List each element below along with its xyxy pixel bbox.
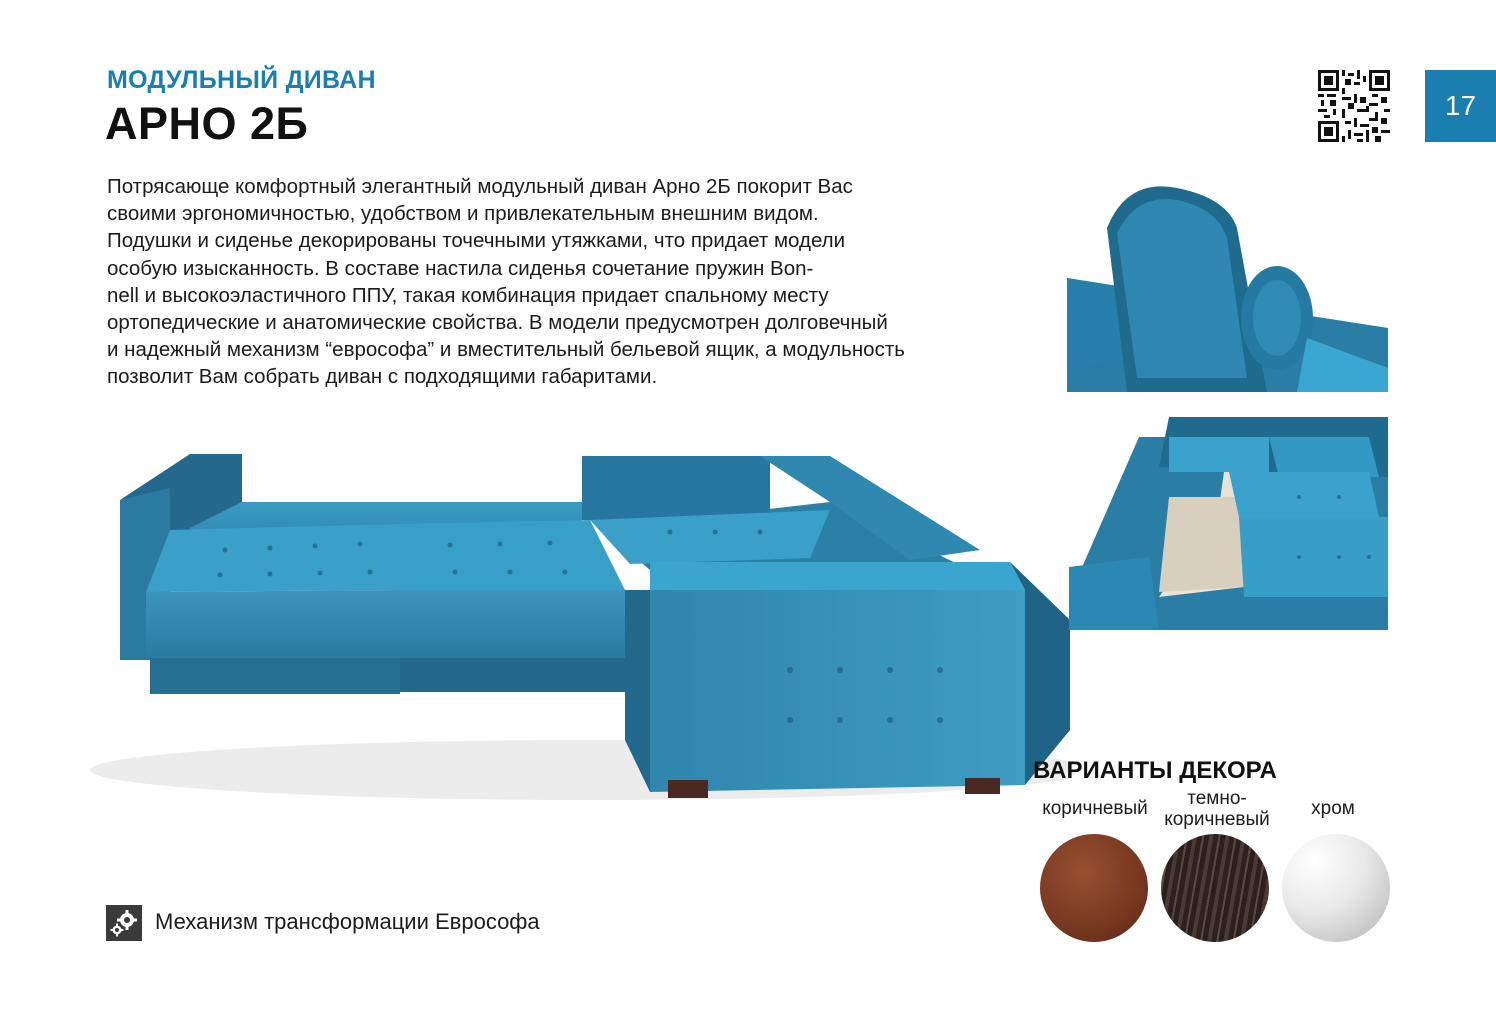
page-number: 17 — [1425, 70, 1496, 142]
decor-label-chrome: хром — [1311, 798, 1355, 819]
description-line: Подушки и сиденье декорированы точечными утяжками, что придает модели — [107, 229, 846, 253]
mechanism-label: Механизм трансформации Еврософа — [155, 909, 540, 934]
decor-swatch-chrome[interactable] — [1282, 834, 1390, 942]
description-line: Потрясающе комфортный элегантный модульный диван Арно 2Б покорит Вас — [107, 175, 853, 198]
decor-swatch-brown[interactable] — [1040, 834, 1148, 942]
description-line: своими эргономичностью, удобством и привлекательным внешним видом. — [107, 202, 819, 226]
qr-code-icon[interactable] — [1318, 70, 1390, 142]
description-line: и надежный механизм “еврософа” и вместительный бельевой ящик, а модульность — [107, 338, 905, 362]
gears-icon — [106, 905, 142, 941]
decor-title: ВАРИАНТЫ ДЕКОРА — [1033, 757, 1277, 784]
description-line: особую изысканность. В составе настила сиденья сочетание пружин Bon- — [107, 256, 814, 280]
product-title: АРНО 2Б — [105, 98, 309, 149]
sofa-main-photo — [70, 440, 1070, 840]
description-line: позволит Вам собрать диван с подходящими габаритами. — [107, 365, 658, 389]
sofa-detail-photo-storage — [1069, 417, 1388, 630]
sofa-detail-photo-bolster — [1067, 178, 1388, 392]
product-category: МОДУЛЬНЫЙ ДИВАН — [107, 66, 376, 94]
product-description — [107, 173, 1037, 391]
description-line: nell и высокоэластичного ППУ, такая комбинация придает спальному месту — [107, 283, 829, 307]
decor-swatch-dark-brown[interactable] — [1161, 834, 1269, 942]
description-line: ортопедические и анатомические свойства. В модели предусмотрен долговечный — [107, 311, 888, 335]
decor-label-brown: коричневый — [1042, 798, 1148, 819]
decor-label-dark-brown: темно- коричневый — [1164, 788, 1270, 830]
